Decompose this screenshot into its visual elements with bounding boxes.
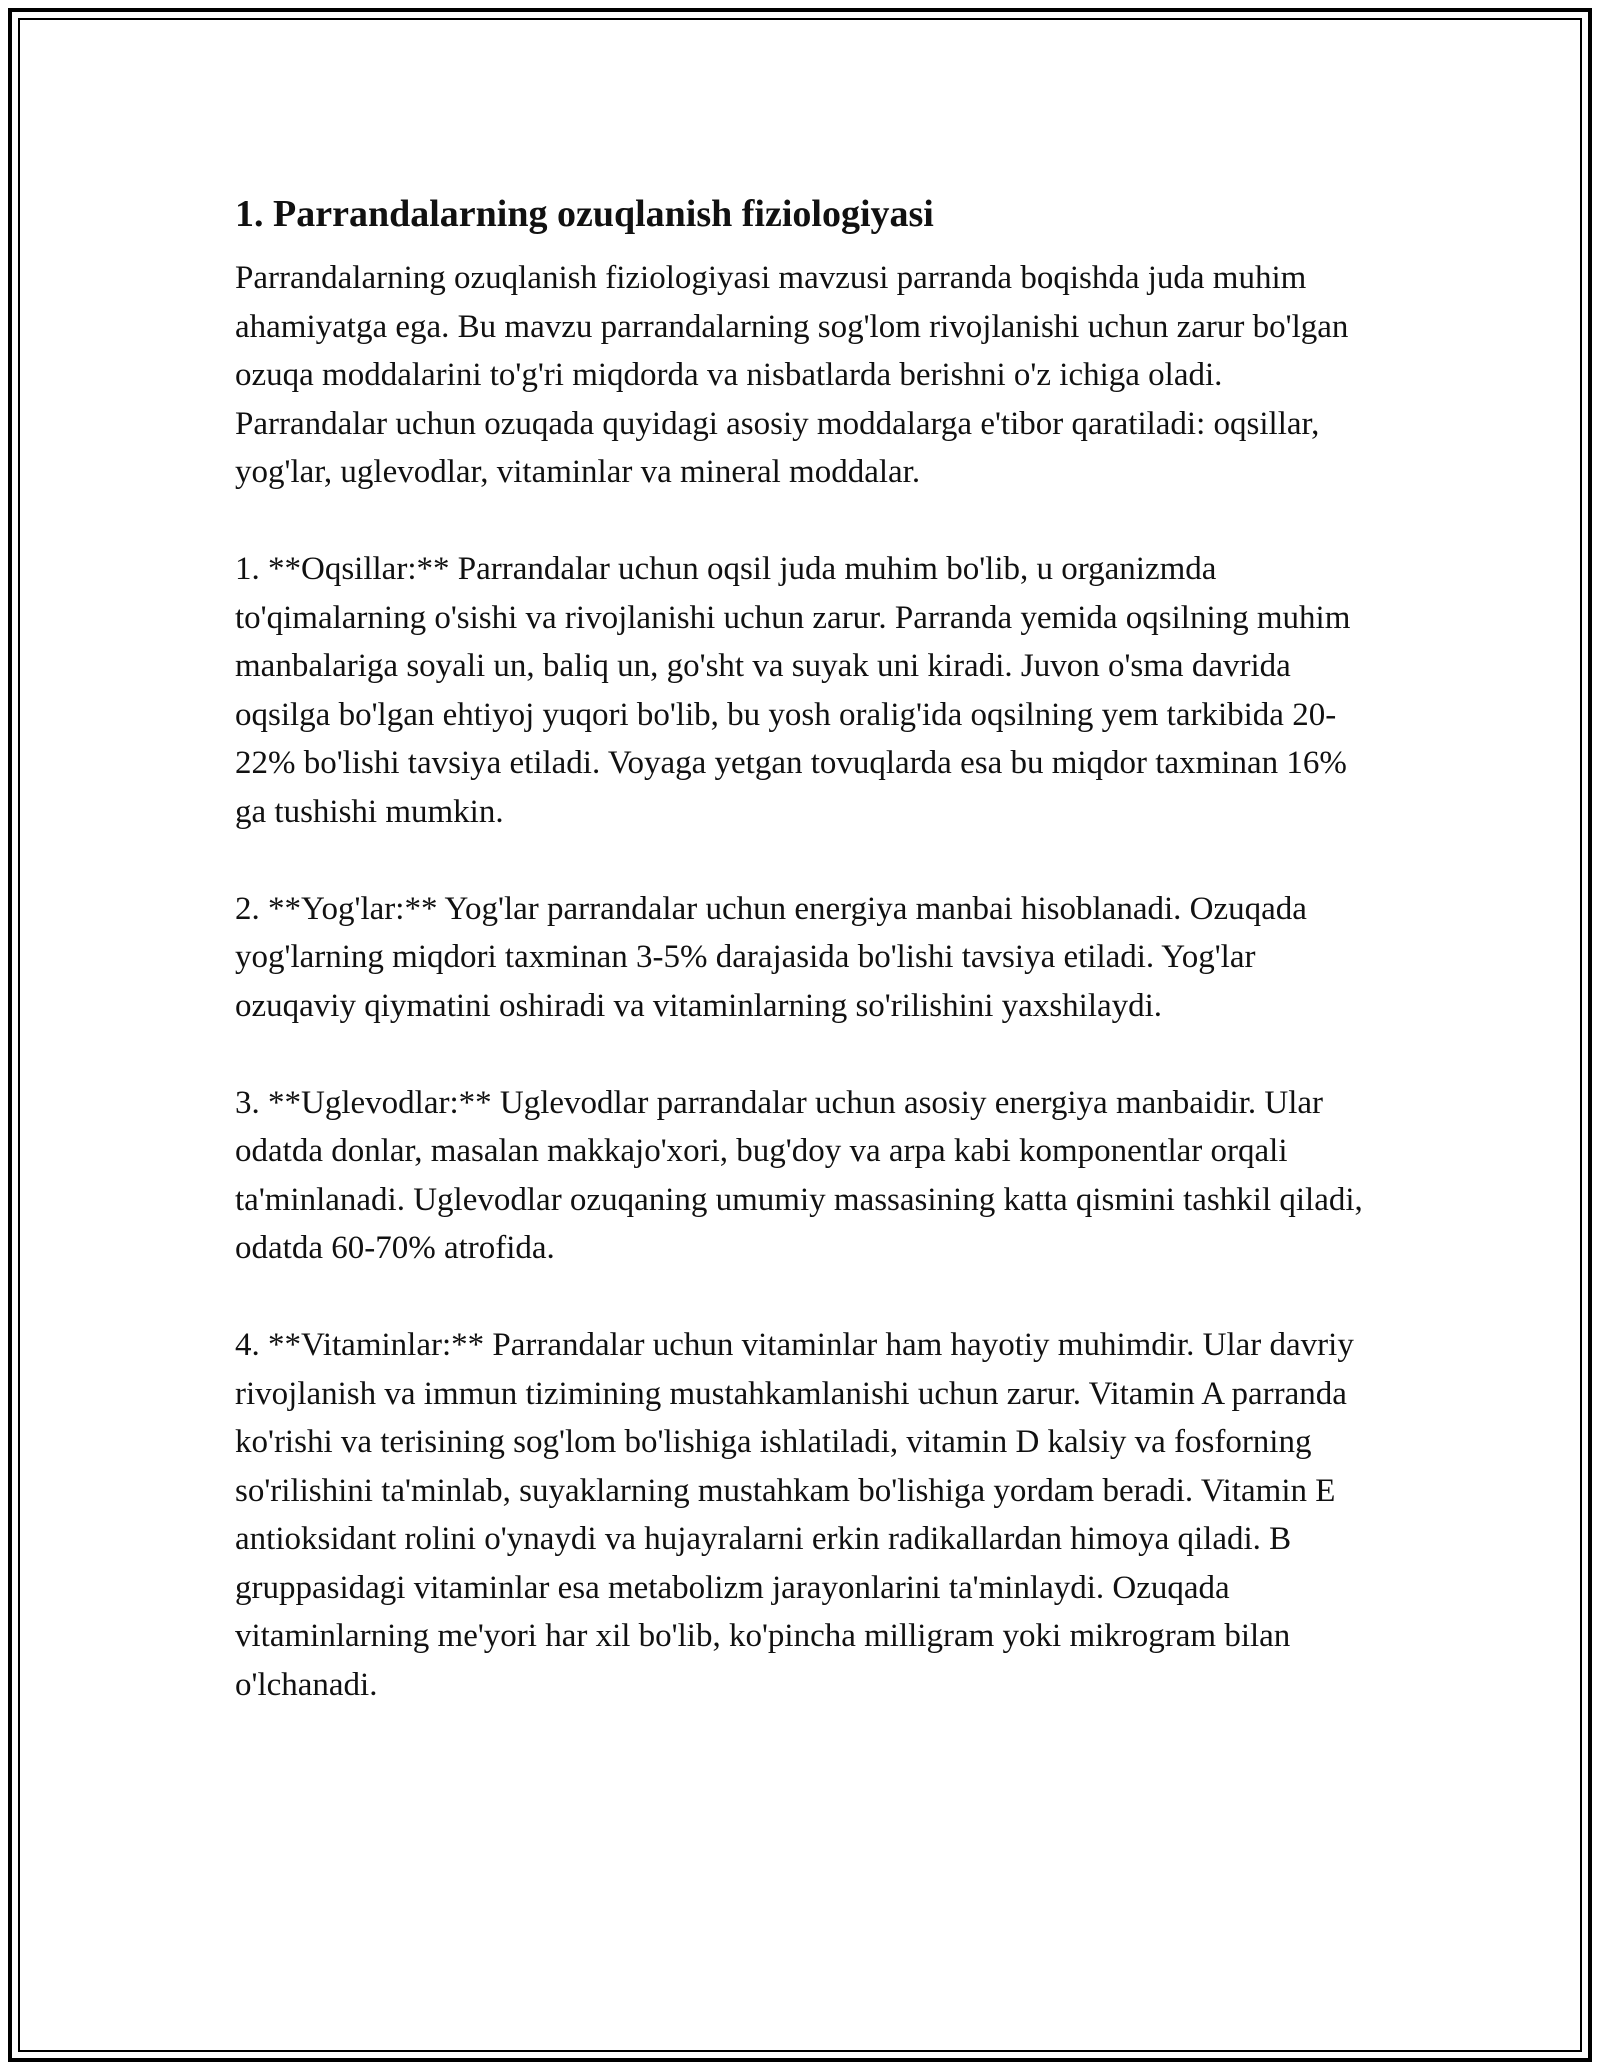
document-title: 1. Parrandalarning ozuqlanish fiziologiyasi bbox=[235, 193, 934, 235]
paragraph-intro: Parrandalarning ozuqlanish fiziologiyasi mavzusi parranda boqishda juda muhim ahamiyatga ega. Bu mavzu parrandalarning sog'lom rivojlanishi uchun zarur bo'lgan ozuqa moddalarini to'g'ri miqdorda va nisbatlarda berishni o'z ichiga oladi. Parrandalar uchun ozuqada quyidagi asosiy moddalarga e'tibor qaratiladi: oqsillar, yog'lar, uglevodlar, vitaminlar va mineral moddalar. bbox=[235, 260, 1349, 490]
paragraph-yoglar: 2. **Yog'lar:** Yog'lar parrandalar uchun energiya manbai hisoblanadi. Ozuqada yog'larning miqdori taxminan 3-5% darajasida bo'lishi tavsiya etiladi. Yog'lar ozuqaviy qiymatini oshiradi va vitaminlarning so'rilishini yaxshilaydi. bbox=[235, 890, 1307, 1024]
paragraph-oqsillar: 1. **Oqsillar:** Parrandalar uchun oqsil juda muhim bo'lib, u organizmda to'qimalarning o'sishi va rivojlanishi uchun zarur. Parranda yemida oqsilning muhim manbalariga soyali un, baliq un, go'sht va suyak uni kiradi. Juvon o'sma davrida oqsilga bo'lgan ehtiyoj yuqori bo'lib, bu yosh oralig'ida oqsilning yem tarkibida 20-22% bo'lishi tavsiya etiladi. Voyaga yetgan tovuqlarda esa bu miqdor taxminan 16% ga tushishi mumkin. bbox=[235, 551, 1351, 830]
paragraph-vitaminlar: 4. **Vitaminlar:** Parrandalar uchun vitaminlar ham hayotiy muhimdir. Ular davriy rivojlanish va immun tizimining mustahkamlanishi uchun zarur. Vitamin A parranda ko'rishi va terisining sog'lom bo'lishiga ishlatiladi, vitamin D kalsiy va fosforning so'rilishini ta'minlab, suyaklarning mustahkam bo'lishiga yordam beradi. Vitamin E antioksidant rolini o'ynaydi va hujayralarni erkin radikallardan himoya qiladi. B gruppasidagi vitaminlar esa metabolizm jarayonlarini ta'minlaydi. Ozuqada vitaminlarning me'yori har xil bo'lib, ko'pincha milligram yoki mikrogram bilan o'lchanadi. bbox=[235, 1327, 1354, 1703]
paragraph-uglevodlar: 3. **Uglevodlar:** Uglevodlar parrandalar uchun asosiy energiya manbaidir. Ular odatda donlar, masalan makkajo'xori, bug'doy va arpa kabi komponentlar orqali ta'minlanadi. Uglevodlar ozuqaning umumiy massasining katta qismini tashkil qiladi, odatda 60-70% atrofida. bbox=[235, 1084, 1363, 1266]
document-body bbox=[235, 186, 1375, 1758]
